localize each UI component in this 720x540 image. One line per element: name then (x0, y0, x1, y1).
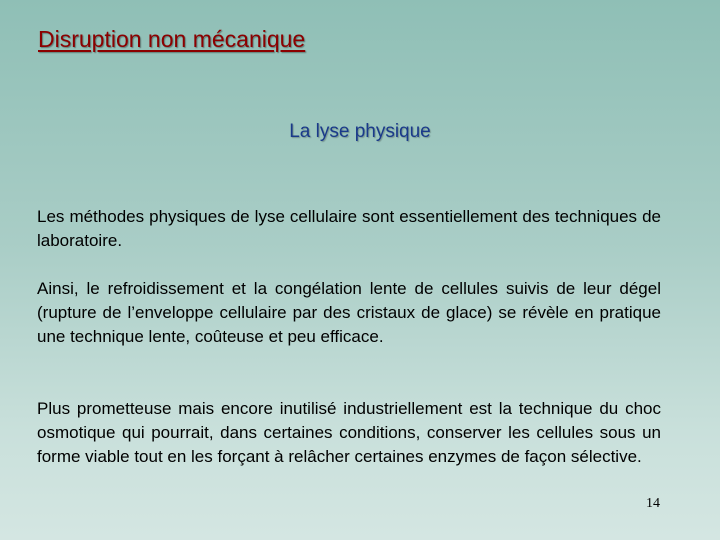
paragraph-2: Ainsi, le refroidissement et la congélation lente de cellules suivis de leur dégel (rupture de l’enveloppe cellulaire par des cristaux de glace) se révèle en pratique une technique lente, coûteuse et peu efficace. (37, 279, 661, 346)
slide-subtitle: La lyse physique (289, 121, 431, 142)
paragraph-3: Plus prometteuse mais encore inutilisé industriellement est la technique du choc osmotique qui pourrait, dans certaines conditions, conserver les cellules sous un forme viable tout en les forçant à relâcher certaines enzymes de façon sélective. (37, 399, 661, 466)
paragraph-1: Les méthodes physiques de lyse cellulaire sont essentiellement des techniques de laboratoire. (37, 207, 661, 250)
slide-title: Disruption non mécanique (38, 26, 306, 52)
page-number: 14 (646, 496, 660, 511)
